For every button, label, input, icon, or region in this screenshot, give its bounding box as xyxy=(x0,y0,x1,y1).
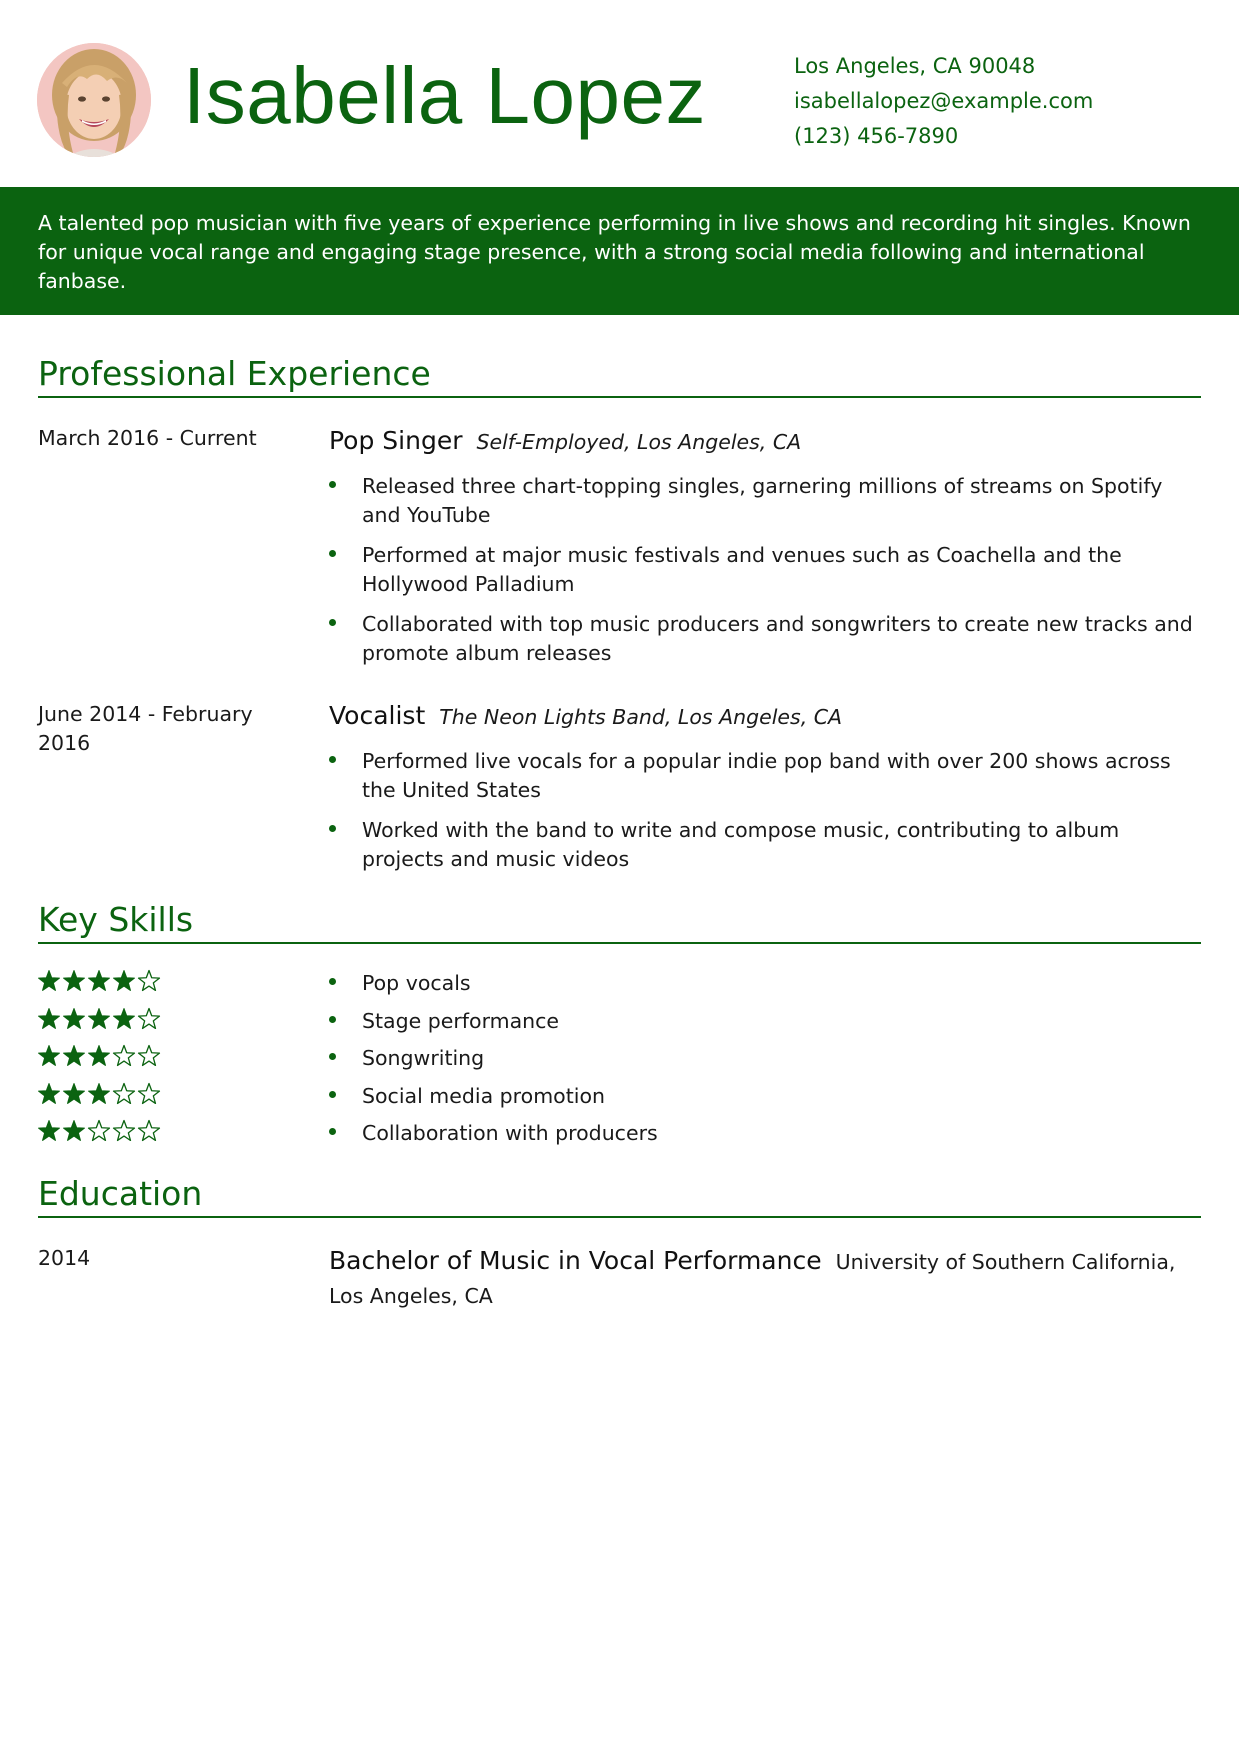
star-filled-icon xyxy=(87,969,111,994)
job-dates: June 2014 - February 2016 xyxy=(38,702,253,755)
star-empty-icon xyxy=(112,1119,136,1144)
bullet-icon xyxy=(329,1091,336,1098)
list-item: Social media promotion xyxy=(329,1082,1204,1120)
star-filled-icon xyxy=(112,1007,136,1032)
contact-email[interactable]: isabellalopez@example.com xyxy=(794,89,1094,113)
list-item: Songwriting xyxy=(329,1044,1204,1082)
list-item: Stage performance xyxy=(329,1007,1204,1045)
job-organization: Self-Employed, Los Angeles, CA xyxy=(476,430,802,454)
bullet-icon xyxy=(329,825,336,832)
skill-ratings xyxy=(37,969,162,1157)
job-dates: March 2016 - Current xyxy=(38,426,257,450)
star-empty-icon xyxy=(137,969,161,994)
candidate-name: Isabella Lopez xyxy=(183,51,706,140)
avatar-portrait-image xyxy=(37,43,151,157)
star-empty-icon xyxy=(137,1119,161,1144)
star-filled-icon xyxy=(37,969,61,994)
skill-rating-row xyxy=(37,1007,162,1045)
skill-rating-row xyxy=(37,1082,162,1120)
job-header xyxy=(329,425,1209,457)
job-title: Vocalist xyxy=(329,701,426,730)
list-item: Pop vocals xyxy=(329,969,1204,1007)
contact-location: Los Angeles, CA 90048 xyxy=(794,54,1036,78)
star-filled-icon xyxy=(37,1044,61,1069)
star-filled-icon xyxy=(62,969,86,994)
summary-band: A talented pop musician with five years of experience performing in live shows and recording hit singles. Known for unique vocal range and engaging stage presence, with a strong social media following and international fanbase. xyxy=(0,187,1239,315)
star-filled-icon xyxy=(37,1007,61,1032)
bullet-icon xyxy=(329,619,336,626)
star-filled-icon xyxy=(87,1082,111,1107)
star-empty-icon xyxy=(137,1044,161,1069)
bullet-icon xyxy=(329,1128,336,1135)
star-filled-icon xyxy=(37,1082,61,1107)
star-empty-icon xyxy=(137,1007,161,1032)
contact-info xyxy=(794,49,1093,154)
education-school: University of Southern California, Los Angeles, CA xyxy=(329,1250,1176,1308)
bullet-icon xyxy=(329,1053,336,1060)
section-title-experience: Professional Experience xyxy=(38,354,1201,398)
education-year: 2014 xyxy=(38,1246,91,1270)
education-entry xyxy=(329,1244,1209,1313)
star-filled-icon xyxy=(112,969,136,994)
list-item: Performed at major music festivals and venues such as Coachella and the Hollywood Palladium xyxy=(329,541,1204,599)
list-item: Collaboration with producers xyxy=(329,1119,1204,1157)
star-filled-icon xyxy=(62,1082,86,1107)
skill-rating-row xyxy=(37,1044,162,1082)
job-bullets xyxy=(329,747,1204,885)
star-filled-icon xyxy=(87,1044,111,1069)
star-empty-icon xyxy=(137,1082,161,1107)
bullet-icon xyxy=(329,481,336,488)
star-empty-icon xyxy=(112,1044,136,1069)
section-title-education: Education xyxy=(38,1174,1201,1218)
star-filled-icon xyxy=(87,1007,111,1032)
job-organization: The Neon Lights Band, Los Angeles, CA xyxy=(439,705,843,729)
bullet-icon xyxy=(329,1016,336,1023)
skill-rating-row xyxy=(37,1119,162,1157)
bullet-icon xyxy=(329,756,336,763)
education-degree: Bachelor of Music in Vocal Performance xyxy=(329,1246,822,1275)
star-filled-icon xyxy=(62,1119,86,1144)
list-item: Worked with the band to write and compose music, contributing to album projects and music videos xyxy=(329,816,1204,874)
contact-phone[interactable]: (123) 456-7890 xyxy=(794,124,959,148)
job-bullets xyxy=(329,472,1204,679)
star-filled-icon xyxy=(62,1007,86,1032)
star-empty-icon xyxy=(112,1082,136,1107)
skills-list xyxy=(329,969,1204,1157)
star-filled-icon xyxy=(37,1119,61,1144)
section-title-skills: Key Skills xyxy=(38,900,1201,944)
job-header xyxy=(329,700,1209,732)
star-empty-icon xyxy=(87,1119,111,1144)
avatar xyxy=(37,43,151,157)
bullet-icon xyxy=(329,550,336,557)
list-item: Released three chart-topping singles, garnering millions of streams on Spotify and YouTube xyxy=(329,472,1204,530)
job-title: Pop Singer xyxy=(329,426,463,455)
list-item: Collaborated with top music producers and songwriters to create new tracks and promote album releases xyxy=(329,610,1204,668)
resume-header xyxy=(0,0,1239,186)
skill-rating-row xyxy=(37,969,162,1007)
star-filled-icon xyxy=(62,1044,86,1069)
bullet-icon xyxy=(329,978,336,985)
list-item: Performed live vocals for a popular indie pop band with over 200 shows across the United States xyxy=(329,747,1204,805)
